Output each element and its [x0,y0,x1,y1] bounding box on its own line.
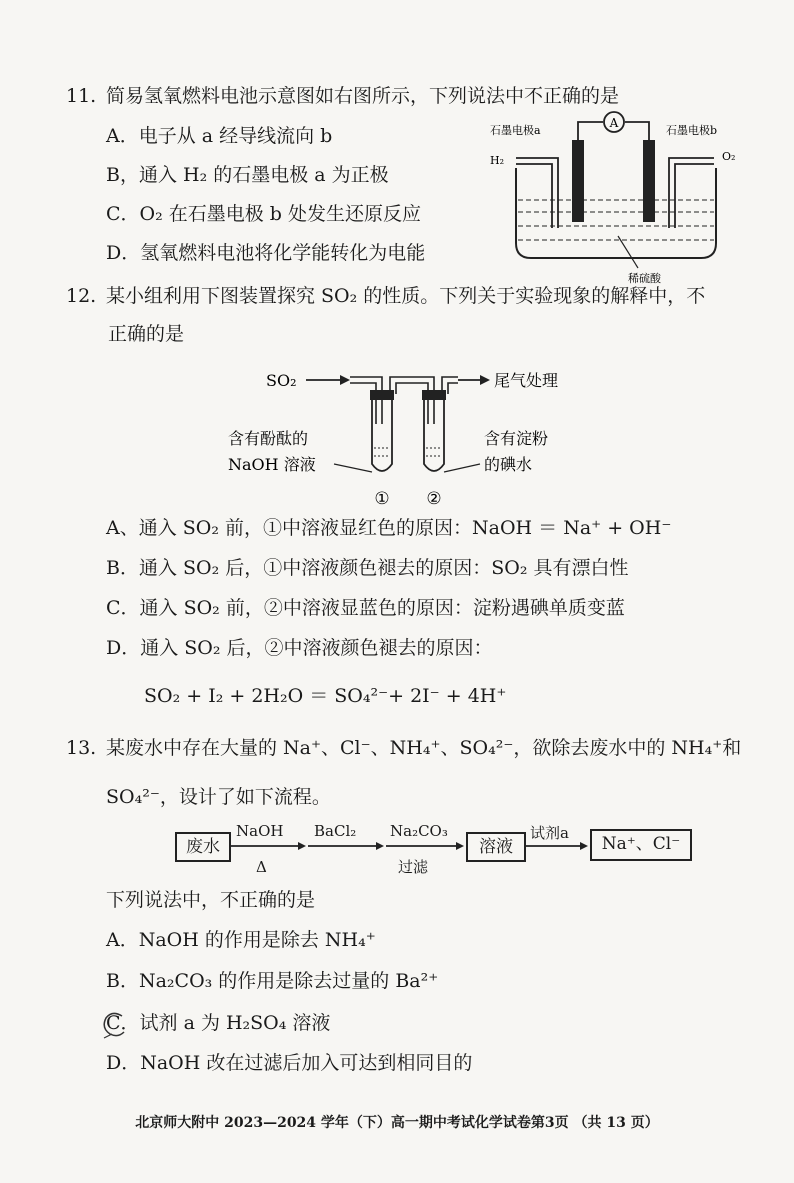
q11-option-a: A．电子从 a 经导线流向 b [106,125,333,147]
flow-box-wastewater: 废水 [175,832,231,862]
flow-box-solution: 溶液 [466,832,526,862]
q11-stem [66,84,619,108]
flow-step3-reagent: Na₂CO₃ [390,822,448,840]
flow-step2-reagent: BaCl₂ [314,822,357,840]
q12-option-a: A、通入 SO₂ 前，①中溶液显红色的原因：NaOH ＝ Na⁺ + OH⁻ [106,517,672,539]
q11-option-b: B，通入 H₂ 的石墨电极 a 为正极 [106,164,389,186]
q12-equation: SO₂ + I₂ + 2H₂O ＝ SO₄²⁻+ 2I⁻ + 4H⁺ [144,685,507,707]
q12-option-b: B．通入 SO₂ 后，①中溶液颜色褪去的原因：SO₂ 具有漂白性 [106,557,629,579]
flow-box-result: Na⁺、Cl⁻ [590,829,692,861]
q13-option-b: B．Na₂CO₃ 的作用是除去过量的 Ba²⁺ [106,970,439,992]
fuel-cell-diagram [486,108,746,286]
flow-step1-condition: Δ [256,858,267,876]
q13-stem-text-2: SO₄²⁻，设计了如下流程。 [106,786,331,808]
q13-stem [66,736,741,760]
q13-option-d: D．NaOH 改在过滤后加入可达到相同目的 [106,1052,473,1074]
page-footer: 北京师大附中 2023—2024 学年（下）高一期中考试化学试卷第3页 （共 13 页） [135,1115,659,1131]
q12-option-c: C．通入 SO₂ 前，②中溶液显蓝色的原因：淀粉遇碘单质变蓝 [106,597,625,619]
handwritten-circle-mark [98,1008,130,1042]
q11-option-d: D．氢氧燃料电池将化学能转化为电能 [106,242,426,264]
ammeter-label: A [609,116,619,130]
flow-step4-reagent: 试剂a [530,824,569,842]
electrolyte-label: 稀硫酸 [628,272,661,285]
electrode-a-label: 石墨电极a [490,124,541,137]
so2-apparatus-diagram [222,364,592,510]
flow-step1-reagent: NaOH [236,822,284,840]
q11-stem-text: 简易氢氧燃料电池示意图如右图所示，下列说法中不正确的是 [106,85,620,107]
tube2-number: ② [426,489,442,509]
q12-stem-text-1: 某小组利用下图装置探究 SO₂ 的性质。下列关于实验现象的解释中，不 [106,285,706,307]
q12-number: 12. [66,285,97,307]
tube2-desc-2: 的碘水 [484,455,533,474]
electrode-b-label: 石墨电极b [666,124,718,137]
q13-option-a: A．NaOH 的作用是除去 NH₄⁺ [106,929,376,951]
q13-number: 13. [66,737,97,759]
o2-label: O₂ [722,150,736,163]
exhaust-label: 尾气处理 [494,371,559,390]
h2-label: H₂ [490,154,505,167]
q12-stem-text-2: 正确的是 [108,323,185,345]
q11-option-c: C．O₂ 在石墨电极 b 处发生还原反应 [106,203,422,225]
so2-label: SO₂ [266,371,297,390]
tube1-desc-2: NaOH 溶液 [228,455,316,474]
tube1-desc-1: 含有酚酞的 [228,429,309,448]
q13-option-c: C．试剂 a 为 H₂SO₄ 溶液 [106,1012,331,1034]
q12-stem [66,284,705,308]
flow-step3-condition: 过滤 [398,858,429,876]
q13-prompt: 下列说法中，不正确的是 [106,889,316,911]
q11-number: 11. [66,85,97,107]
tube1-number: ① [374,489,390,509]
tube2-desc-1: 含有淀粉 [484,429,549,448]
q12-option-d: D．通入 SO₂ 后，②中溶液颜色褪去的原因： [106,637,493,659]
q13-stem-text-1: 某废水中存在大量的 Na⁺、Cl⁻、NH₄⁺、SO₄²⁻，欲除去废水中的 NH₄⁺和 [106,737,742,759]
